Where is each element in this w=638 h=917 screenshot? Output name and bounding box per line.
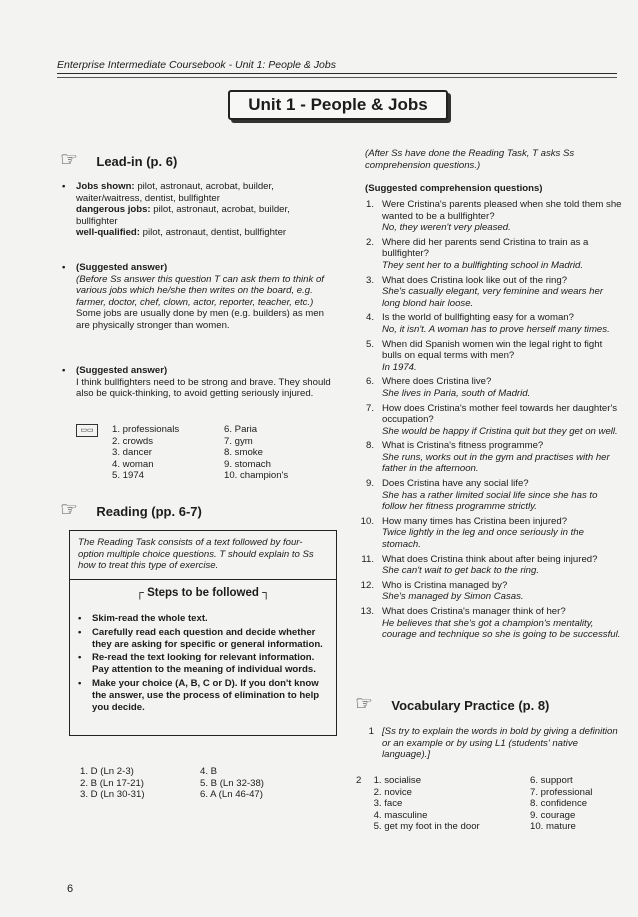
question-text: How many times has Cristina been injured? — [382, 515, 568, 527]
question-number: 13. — [360, 606, 374, 617]
question-number: 3. — [365, 274, 374, 286]
vocab-item: 2. novice — [373, 786, 412, 798]
question-item — [360, 275, 622, 310]
vocab-heading — [355, 694, 617, 715]
task-number: 1 — [368, 726, 374, 737]
question-number: 4. — [365, 312, 374, 324]
question-item — [360, 554, 622, 577]
vocab-item: 9. courage — [530, 809, 576, 821]
answer-item: 4. B — [200, 766, 218, 777]
question-number: 8. — [365, 440, 374, 452]
vocab-right — [530, 775, 618, 833]
pointing-hand-icon: ☞ — [60, 499, 78, 521]
sugg1-bullet — [76, 262, 334, 332]
jobs-shown: pilot, astronaut, acrobat, builder, waiter/waitress, dentist, bullfighter — [76, 181, 274, 204]
vocab-item: 7. professional — [530, 786, 593, 798]
task-number: 2 — [356, 775, 362, 786]
vocab-item: 4. masculine — [373, 809, 428, 821]
reading-intro: The Reading Task consists of a text followed by four-option multiple choice questions. T should explain to Ss how to treat this type of exercise. — [78, 537, 314, 572]
question-text: Is the world of bullfighting easy for a woman? — [382, 312, 574, 324]
listening-answers — [76, 424, 336, 482]
step-item: • Skim-read the whole text. — [92, 613, 326, 625]
answer-item: 7. gym — [224, 435, 253, 447]
jobs-bullet — [76, 181, 334, 239]
question-text: What is Cristina's fitness programme? — [382, 440, 544, 452]
question-number: 5. — [365, 338, 374, 350]
question-number: 12. — [360, 579, 374, 591]
question-text: When did Spanish women win the legal right to fight bulls on equal terms with men? — [382, 338, 603, 362]
comprehension-intro: (After Ss have done the Reading Task, T asks Ss comprehension questions.) — [365, 148, 575, 171]
answer-text: She can't wait to get back to the ring. — [382, 565, 540, 577]
answer-item: 8. smoke — [224, 447, 263, 459]
question-item — [360, 440, 622, 475]
answers-left — [80, 766, 200, 801]
answer-item: 6. A (Ln 46-47) — [200, 789, 263, 801]
step-item: • Carefully read each question and decide whether they are asking for specific or general information. — [92, 627, 326, 651]
question-text: Where did her parents send Cristina to train as a bullfighter? — [382, 236, 589, 260]
question-number: 6. — [365, 376, 374, 388]
comprehension-questions — [360, 199, 622, 644]
leadin-jobs — [76, 181, 334, 239]
cassette-icon: ▭▭ — [76, 424, 98, 437]
label: Jobs shown: — [76, 181, 135, 192]
answer-item: 5. 1974 — [112, 470, 145, 482]
answer-item: 3. D (Ln 30-31) — [80, 789, 145, 801]
vocab-task2 — [356, 775, 618, 833]
qualified-jobs: pilot, astronaut, dentist, bullfighter — [142, 227, 287, 239]
vocab-title: Vocabulary Practice (p. 8) — [391, 698, 550, 713]
question-item — [360, 199, 622, 234]
steps-list — [92, 613, 326, 715]
answer-item: 1. professionals — [112, 424, 180, 435]
question-text: What does Cristina think about after being injured? — [382, 553, 598, 565]
question-text: Who is Cristina managed by? — [382, 579, 508, 591]
header-rule — [57, 73, 617, 74]
task-instruction: [Ss try to explain the words in bold by giving a definition or an example or by using L1 (students' native language).] — [382, 726, 618, 761]
question-number: 1. — [365, 199, 374, 210]
answer-item: 10. champion's — [224, 470, 289, 482]
vocab-item: 5. get my foot in the door — [373, 821, 480, 833]
pointing-hand-icon: ☞ — [60, 149, 78, 171]
pointing-hand-icon: ☞ — [355, 693, 373, 715]
question-text: What does Cristina look like out of the ring? — [382, 274, 568, 286]
answer-item: 2. crowds — [112, 435, 154, 447]
answer-item: 2. B (Ln 17-21) — [80, 777, 144, 789]
vocab-item: 10. mature — [530, 821, 576, 833]
vocab-left — [374, 775, 530, 833]
answer-text: No, they weren't very pleased. — [382, 222, 511, 234]
question-text: Were Cristina's parents pleased when she told them she wanted to be a bullfighter? — [382, 199, 622, 222]
answer-item: 1. D (Ln 2-3) — [80, 766, 134, 777]
answers-left — [112, 424, 224, 482]
answer-text: She's casually elegant, very feminine and wears her long blond hair loose. — [382, 286, 604, 309]
question-item — [360, 516, 622, 551]
reading-heading — [60, 500, 350, 521]
dangerous-jobs: pilot, astronaut, acrobat, builder, bullfighter — [76, 204, 290, 227]
answer-item: 5. B (Ln 32-38) — [200, 777, 264, 789]
answer-item: 4. woman — [112, 458, 154, 470]
vocab-item: 1. socialise — [373, 775, 422, 786]
vocab-task1 — [360, 726, 622, 761]
answer-item: 3. dancer — [112, 447, 153, 459]
question-number: 10. — [360, 515, 374, 527]
reading-title: Reading (pp. 6-7) — [96, 504, 202, 519]
vocab-item: 6. support — [530, 775, 573, 786]
running-header: Enterprise Intermediate Coursebook - Unit 1: People & Jobs — [57, 59, 336, 71]
step-item: • Make your choice (A, B, C or D). If you don't know the answer, use the process of elimination to help you decide. — [92, 678, 326, 713]
answer-text: She lives in Paria, south of Madrid. — [382, 387, 531, 399]
answer-text: Some jobs are usually done by men (e.g. builders) as men are physically stronger than women. — [76, 308, 324, 331]
sugg2-bullet — [76, 365, 334, 400]
question-text: How does Cristina's mother feel towards her daughter's occupation? — [382, 402, 618, 426]
question-number: 9. — [365, 478, 374, 490]
steps-title: ┌ Steps to be followed ┐ — [135, 587, 271, 599]
answer-text: They sent her to a bullfighting school in Madrid. — [382, 259, 584, 271]
vocab-item: 3. face — [373, 798, 403, 810]
question-item — [360, 339, 622, 374]
answer-text: She's managed by Simon Casas. — [382, 591, 524, 603]
steps-title-text: Steps to be followed — [147, 587, 259, 599]
answers-right — [200, 766, 320, 801]
answer-text: No, it isn't. A woman has to prove herself many times. — [382, 323, 610, 335]
leadin-heading — [60, 150, 350, 171]
leadin-title: Lead-in (p. 6) — [96, 154, 178, 169]
question-number: 7. — [365, 402, 374, 414]
box-divider — [70, 579, 336, 580]
answer-text: Twice lightly in the leg and once seriously in the stomach. — [382, 527, 584, 551]
comprehension-label: (Suggested comprehension questions) — [365, 183, 543, 194]
question-number: 11. — [361, 553, 374, 565]
answers-right — [224, 424, 334, 482]
answer-text: I think bullfighters need to be strong and brave. They should also be quick-thinking, to avoid getting seriously injured. — [76, 376, 331, 400]
question-number: 2. — [365, 236, 374, 248]
answer-text: In 1974. — [382, 361, 417, 373]
answer-text: She runs, works out in the gym and practises with her father in the afternoon. — [382, 451, 610, 475]
answer-item: 6. Paria — [224, 424, 258, 435]
leadin-sugg1 — [76, 262, 334, 332]
question-item — [360, 376, 622, 399]
question-item — [360, 237, 622, 272]
label: dangerous jobs: — [76, 204, 151, 216]
unit-title: Unit 1 - People & Jobs — [228, 90, 448, 120]
question-item — [360, 478, 622, 513]
answer-text: She would be happy if Cristina quit but they get on well. — [382, 425, 618, 437]
answer-text: She has a rather limited social life since she has to follow her fitness programme strictly. — [382, 489, 598, 513]
answer-text: He believes that she's got a champion's mentality, courage and technique so she is going to be successful. — [382, 617, 621, 641]
vocab-item: 8. confidence — [530, 798, 588, 810]
label: well-qualified: — [76, 227, 140, 239]
reading-box — [69, 530, 337, 736]
label: (Suggested answer) — [76, 262, 168, 273]
leadin-sugg2 — [76, 365, 334, 400]
page-number: 6 — [67, 883, 74, 895]
question-item — [360, 403, 622, 438]
question-item — [360, 312, 622, 335]
question-text: What does Cristina's manager think of her? — [382, 606, 566, 617]
header-rule-thin — [57, 77, 617, 78]
step-item: • Re-read the text looking for relevant information. Pay attention to the meaning of individual words. — [92, 652, 326, 676]
teacher-note: (Before Ss answer this question T can ask them to think of various jobs which he/she then writes on the board, e.g. farmer, doctor, chef, clown, actor, reporter, teacher, etc.) — [76, 273, 324, 308]
question-text: Where does Cristina live? — [382, 376, 492, 388]
question-item — [360, 580, 622, 603]
question-item — [360, 606, 622, 641]
label: (Suggested answer) — [76, 365, 168, 376]
reading-answers — [80, 766, 330, 801]
question-text: Does Cristina have any social life? — [382, 478, 529, 490]
answer-item: 9. stomach — [224, 458, 271, 470]
